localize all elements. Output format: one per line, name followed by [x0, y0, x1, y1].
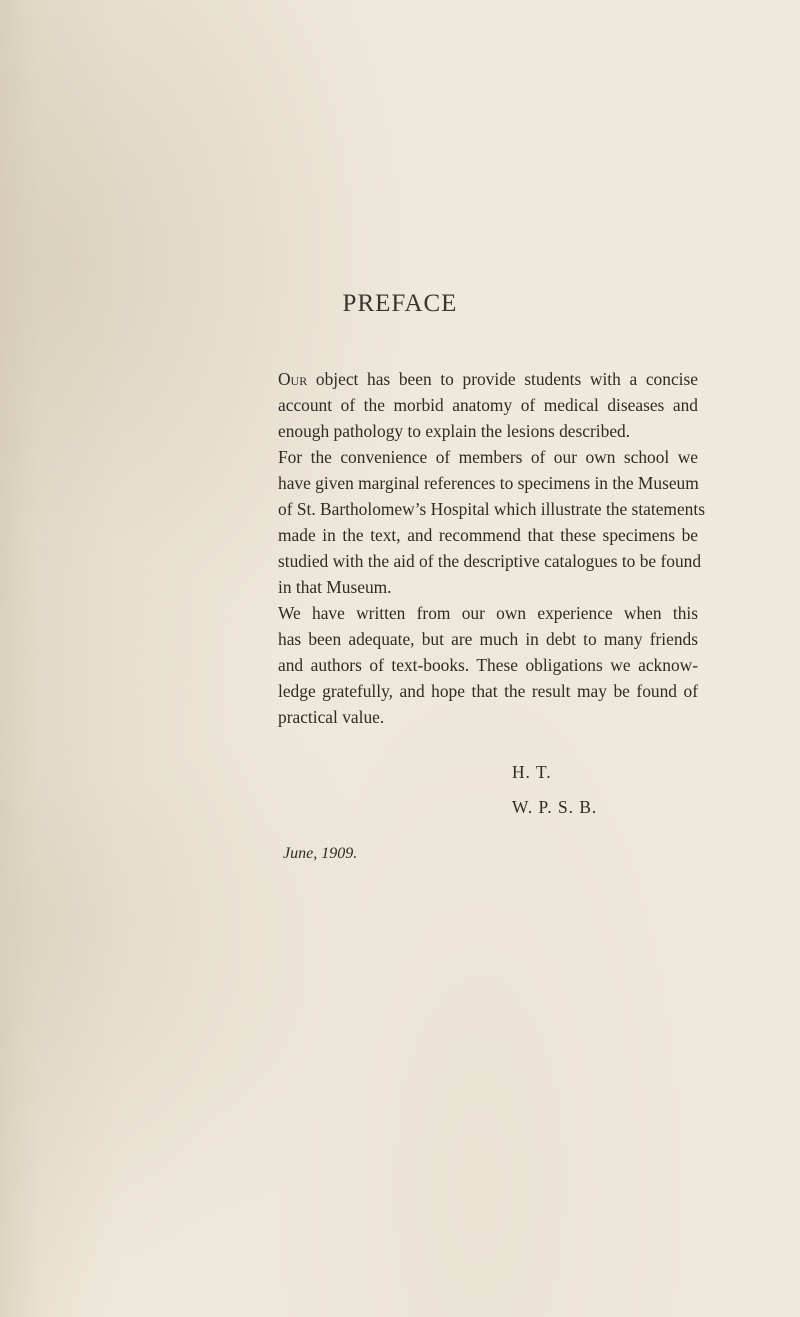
text-line: studied with the aid of the descriptive catalogues to be found — [278, 551, 702, 571]
text-line: practical value. — [278, 707, 385, 727]
signature-block — [512, 755, 597, 825]
text-line: and authors of text-books. These obligations we acknow- — [278, 655, 698, 675]
preface-body — [278, 366, 705, 730]
text-line: have given marginal references to specimens in the Museum — [278, 473, 699, 493]
text-line: of St. Bartholomew’s Hospital which illustrate the statements — [278, 499, 705, 519]
text-line: account of the morbid anatomy of medical diseases and — [278, 395, 698, 415]
text-line: ledge gratefully, and hope that the result may be found of — [278, 681, 698, 701]
text-line: has been adequate, but are much in debt to many friends — [278, 629, 698, 649]
text-line: made in the text, and recommend that these specimens be — [278, 525, 698, 545]
text-line: We have written from our own experience when this — [278, 603, 698, 623]
signature-initials: H. T. — [512, 762, 552, 782]
text-line: Our object has been to provide students with a concise — [278, 369, 698, 389]
text-line: in that Museum. — [278, 577, 392, 597]
page-title: PREFACE — [342, 290, 458, 317]
date-line: June, 1909. — [283, 845, 358, 862]
signature-initials: W. P. S. B. — [512, 797, 598, 817]
text-line: For the convenience of members of our own school we — [278, 447, 698, 467]
text-line: enough pathology to explain the lesions described. — [278, 421, 631, 441]
